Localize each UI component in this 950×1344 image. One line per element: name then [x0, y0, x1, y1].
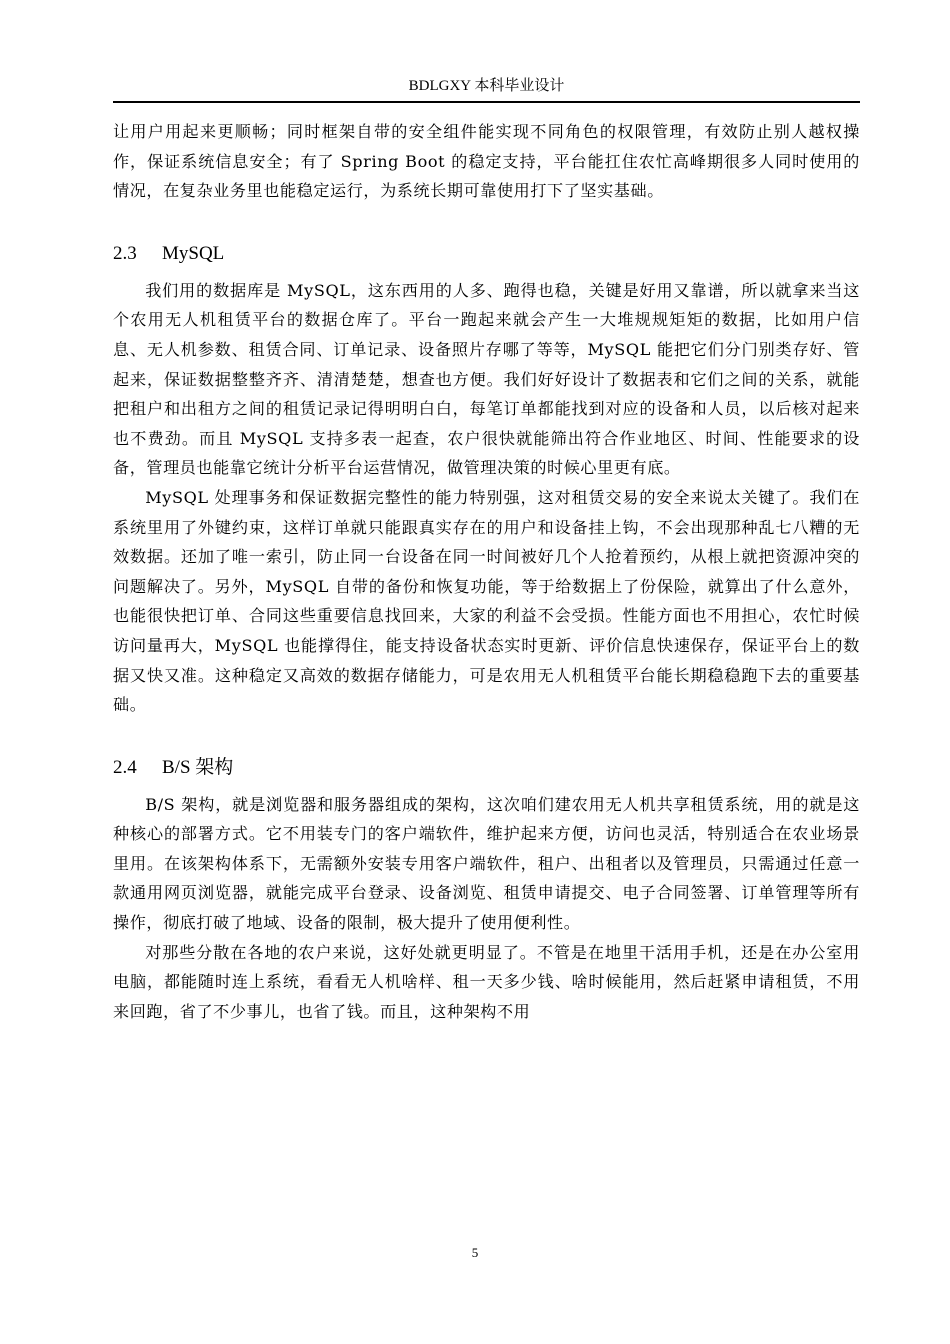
paragraph: 对那些分散在各地的农户来说，这好处就更明显了。不管是在地里干活用手机，还是在办公室用电脑，都能随时连上系统，看看无人机啥样、租一天多少钱、啥时候能用，然后赶紧申请租赁，不用来回跑，省了不少事儿，也省了钱。而且，这种架构不用: [113, 942, 860, 1021]
section-number: 2.3: [113, 242, 137, 264]
section-title: MySQL: [162, 242, 225, 264]
paragraph: MySQL 处理事务和保证数据完整性的能力特别强，这对租赁交易的安全来说太关键了。我们在系统里用了外键约束，这样订单就只能跟真实存在的用户和设备挂上钩，不会出现那种乱七八糟的无效数据。还加了唯一索引，防止同一台设备在同一时间被好几个人抢着预约，从根上就把资源冲突的问题解决了。另外，MySQL 自带的备份和恢复功能，等于给数据上了份保险，就算出了什么意外，也能很快把订单、合同这些重要信息找回来，大家的利益不会受损。性能方面也不用担心，农忙时候访问量再大，MySQL 也能撑得住，能支持设备状态实时更新、评价信息快速保存，保证平台上的数据又快又准。这种稳定又高效的数据存储能力，可是农用无人机租赁平台能长期稳稳跑下去的重要基础。: [113, 487, 860, 715]
section-number: 2.4: [113, 756, 137, 778]
header-rule: [113, 101, 860, 103]
paragraph: 我们用的数据库是 MySQL，这东西用的人多、跑得也稳，关键是好用又靠谱，所以就拿来当这个农用无人机租赁平台的数据仓库了。平台一跑起来就会产生一大堆规规矩矩的数据，比如用户信息、无人机参数、租赁合同、订单记录、设备照片存哪了等等，MySQL 能把它们分门别类存好、管起来，保证数据整整齐齐、清清楚楚，想查也方便。我们好好设计了数据表和它们之间的关系，就能把租户和出租方之间的租赁记录记得明明白白，每笔订单都能找到对应的设备和人员，以后核对起来也不费劲。而且 MySQL 支持多表一起查，农户很快就能筛出符合作业地区、时间、性能要求的设备，管理员也能靠它统计分析平台运营情况，做管理决策的时候心里更有底。: [113, 280, 860, 478]
paragraph: 让用户用起来更顺畅；同时框架自带的安全组件能实现不同角色的权限管理，有效防止别人越权操作，保证系统信息安全；有了 Spring Boot 的稳定支持，平台能扛住农忙高峰期很多人同时使用的情况，在复杂业务里也能稳定运行，为系统长期可靠使用打下了坚实基础。: [113, 122, 860, 201]
page-body: [113, 117, 860, 1026]
page-number: 5: [471, 1245, 479, 1260]
section-heading-2-3: [113, 240, 860, 268]
section-title: B/S 架构: [162, 756, 234, 778]
running-header: BDLGXY 本科毕业设计: [408, 78, 565, 94]
paragraph: B/S 架构，就是浏览器和服务器组成的架构，这次咱们建农用无人机共享租赁系统，用的就是这种核心的部署方式。它不用装专门的客户端软件，维护起来方便，访问也灵活，特别适合在农业场景里用。在该架构体系下，无需额外安装专用客户端软件，租户、出租者以及管理员，只需通过任意一款通用网页浏览器，就能完成平台登录、设备浏览、租赁申请提交、电子合同签署、订单管理等所有操作，彻底打破了地域、设备的限制，极大提升了使用便利性。: [113, 794, 860, 933]
section-heading-2-4: [113, 754, 860, 782]
